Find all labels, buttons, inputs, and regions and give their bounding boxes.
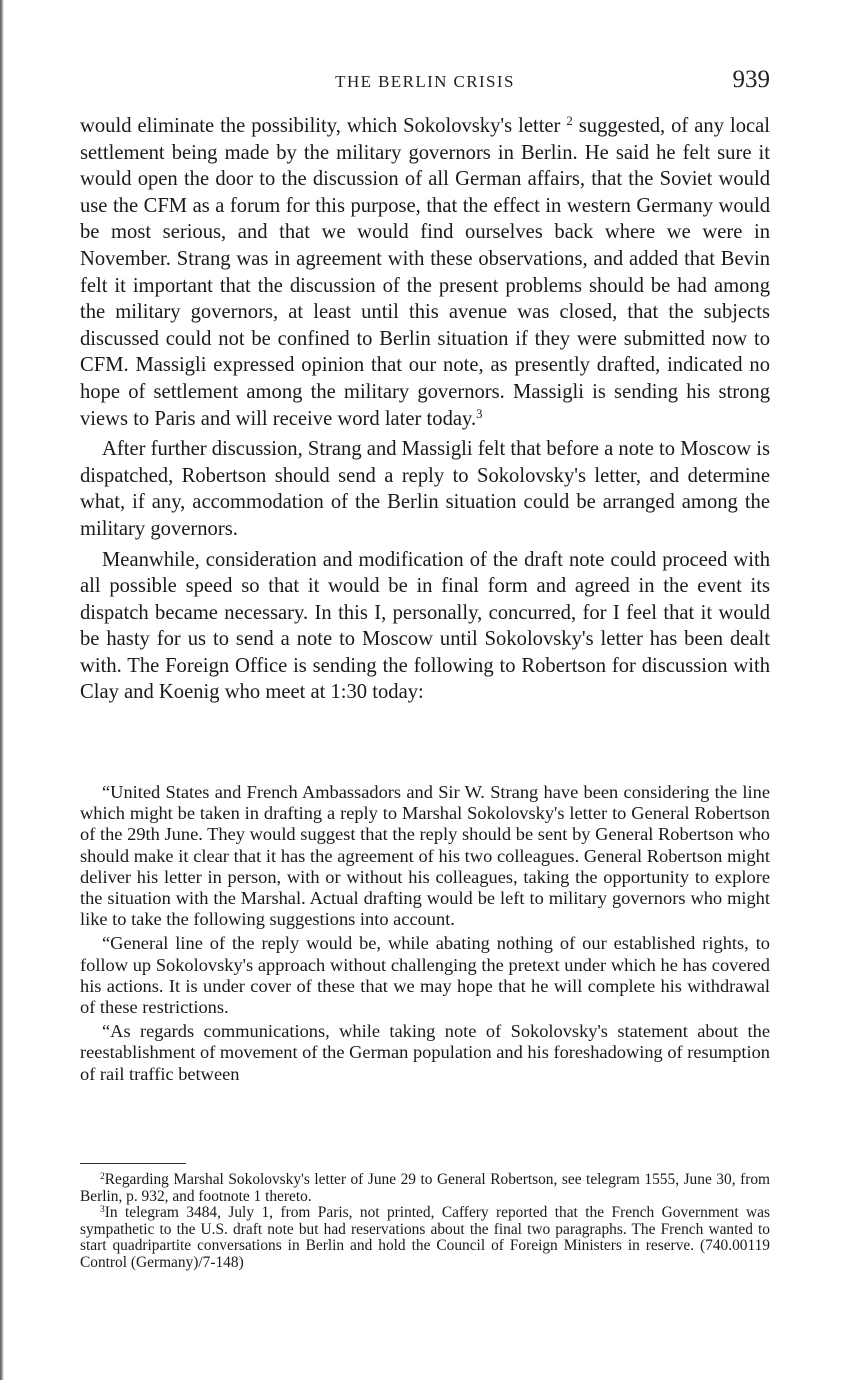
quote-paragraph-1: “United States and French Ambassadors and Sir W. Strang have been considering the line which might be taken in drafting a reply to Marshal Sokolovsky's letter to General Robertson of the 29th June. They would suggest that the reply should be sent by General Robertson who should make it clear that it has the agreement of his two colleagues. General Robertson might deliver his letter in person, with or without his colleagues, taking the opportunity to explore the situation with the Marshal. Actual drafting would be left to military governors who might like to take the following suggestions into account. [80,782,770,930]
page-number: 939 [732,66,770,93]
footnote-3-text: In telegram 3484, July 1, from Paris, not printed, Caffery reported that the French Government was sympathetic to the U.S. draft note but had reservations about the final two paragraphs. The French wanted to start quadripartite conversations in Berlin and hold the Council of Foreign Ministers in reserve. (740.00119 Control (Germany)/7-148) [80,1204,770,1271]
footnote-ref-3: 3 [476,406,483,421]
footnote-3-mark: 3 [100,1203,105,1215]
footnote-2-mark: 2 [100,1170,105,1182]
body-paragraph-1 [80,113,770,432]
body-paragraph-1-text-b: suggested, of any local settlement being made by the military governors in Berlin. He said he felt sure it would open the door to the discussion of all German affairs, that the Soviet would use the CFM as a forum for this purpose, that the effect in western Germany would be most serious, and that we would find ourselves back where we were in November. Strang was in agreement with these observations, and added that Bevin felt it important that the discussion of the present problems should be had among the military governors, at least until this avenue was closed, that the subjects discussed could not be confined to Berlin situation if they were submitted now to CFM. Massigli expressed opinion that our note, as presently drafted, indicated no hope of settlement among the military governors. Massigli is sending his strong views to Paris and will receive word later today. [80,115,770,430]
body-paragraph-2: After further discussion, Strang and Massigli felt that before a note to Moscow is dispatched, Robertson should send a reply to Sokolovsky's letter, and determine what, if any, accommodation of the Berlin situation could be arranged among the military governors. [80,438,771,540]
footnote-3 [80,1205,770,1271]
footnote-ref-2: 2 [566,113,573,128]
quoted-message [80,782,770,1088]
body-paragraph-3: Meanwhile, consideration and modification of the draft note could proceed with all possible speed so that it would be in final form and agreed in the event its dispatch became necessary. In this I, personally, concurred, for I feel that it would be hasty for us to send a note to Moscow until Sokolovsky's letter has been dealt with. The Foreign Office is sending the following to Robertson for discussion with Clay and Koenig who meet at 1:30 today: [80,548,770,704]
footnote-2 [80,1172,770,1205]
footnote-divider [80,1163,186,1164]
footnotes [80,1172,770,1272]
body-text [80,113,770,710]
running-title: THE BERLIN CRISIS [335,72,515,91]
page-binding-edge [0,0,4,1380]
quote-paragraph-3: “As regards communications, while taking note of Sokolovsky's statement about the reestablishment of movement of the German population and his foreshadowing of resumption of rail traffic between [80,1021,770,1084]
page-header [80,66,770,100]
footnote-2-text: Regarding Marshal Sokolovsky's letter of June 29 to General Robertson, see telegram 1555, June 30, from Berlin, p. 932, and footnote 1 thereto. [80,1171,770,1205]
quote-paragraph-2: “General line of the reply would be, while abating nothing of our established rights, to follow up Sokolovsky's approach without challenging the pretext under which he has covered his actions. It is under cover of these that we may hope that he will complete his withdrawal of these restrictions. [80,933,770,1018]
body-paragraph-1-text-a: would eliminate the possibility, which Sokolovsky's letter [80,115,561,137]
